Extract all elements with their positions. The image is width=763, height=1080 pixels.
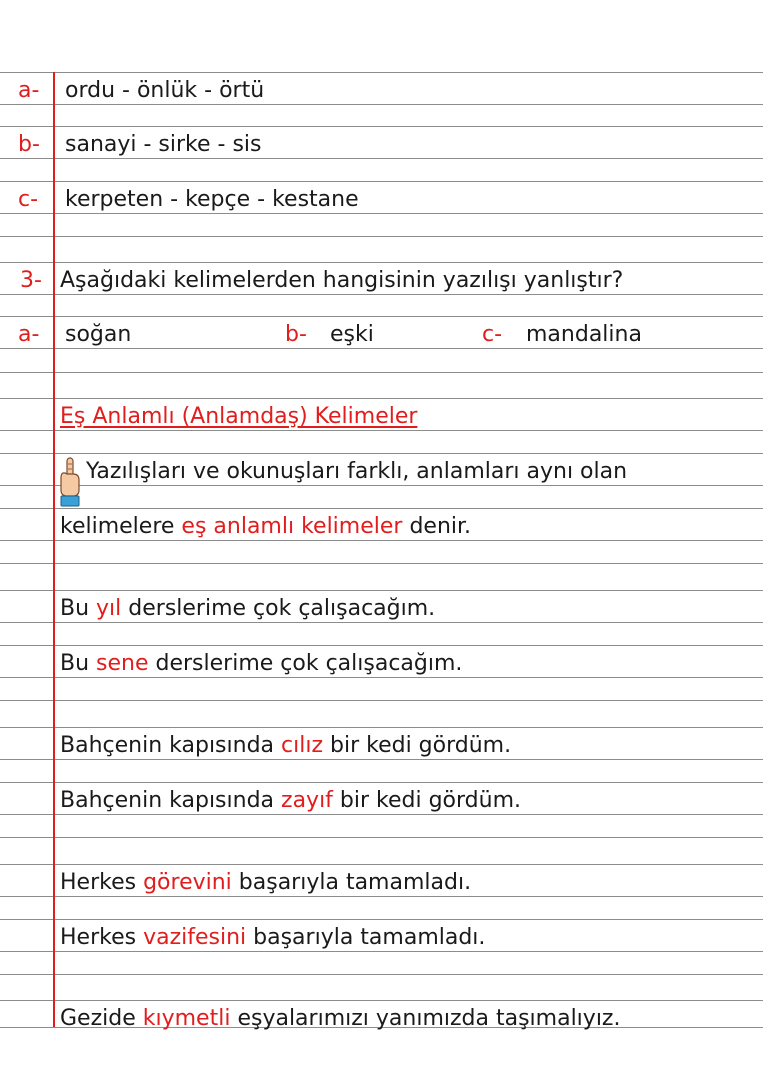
option-label: b- (18, 132, 40, 157)
definition-line-2 (60, 512, 471, 542)
sentence-text: derslerime çok çalışacağım. (148, 651, 463, 676)
sentence-text: başarıyla tamamladı. (231, 870, 472, 895)
rule-line (0, 563, 763, 564)
option-text: kerpeten - kepçe - kestane (65, 187, 359, 212)
highlight-word: vazifesini (143, 925, 247, 950)
question-text: Aşağıdaki kelimelerden hangisinin yazılışı yanlıştır? (60, 268, 624, 293)
option-text: eşki (330, 322, 374, 347)
rule-line (0, 837, 763, 838)
sentence-text: Herkes (60, 925, 144, 950)
sentence-text: Bu (60, 596, 97, 621)
sentence-text: Bu (60, 651, 97, 676)
rule-line (0, 181, 763, 182)
sentence-text: Bahçenin kapısında (60, 788, 282, 813)
rule-line (0, 727, 763, 728)
option-label: c- (18, 187, 39, 212)
rule-line (0, 700, 763, 701)
option-text: soğan (65, 322, 132, 347)
definition-text: kelimelere (60, 514, 182, 539)
highlight-word: cılız (281, 733, 323, 758)
highlight-word: sene (96, 651, 149, 676)
rule-line (0, 590, 763, 591)
rule-line (0, 126, 763, 127)
sentence-text: bir kedi gördüm. (332, 788, 522, 813)
section-title: Eş Anlamlı (Anlamdaş) Kelimeler (60, 404, 418, 429)
option-text: mandalina (526, 322, 642, 347)
rule-line (0, 508, 763, 509)
rule-line (0, 864, 763, 865)
rule-line (0, 974, 763, 975)
sentence-text: Gezide (60, 1006, 143, 1031)
rule-line (0, 316, 763, 317)
option-label: c- (482, 322, 503, 347)
highlight-word: zayıf (281, 788, 333, 813)
pointing-finger-icon (58, 456, 82, 508)
highlight-word: kıymetli (142, 1006, 231, 1031)
option-text: ordu - önlük - örtü (65, 78, 265, 103)
highlight-word: yıl (96, 596, 122, 621)
option-text: sanayi - sirke - sis (65, 132, 262, 157)
question-number: 3- (20, 268, 42, 293)
rule-line (0, 782, 763, 783)
sentence-text: eşyalarımızı yanımızda taşımalıyız. (230, 1006, 621, 1031)
definition-line-1: Yazılışları ve okunuşları farklı, anlamları aynı olan (86, 459, 628, 484)
rule-line (0, 1000, 763, 1001)
rule-line (0, 919, 763, 920)
sentence-text: Bahçenin kapısında (60, 733, 282, 758)
rule-line (0, 372, 763, 373)
sentence-text: Herkes (60, 870, 144, 895)
rule-line (0, 236, 763, 237)
margin-line (53, 72, 55, 1027)
sentence-text: derslerime çok çalışacağım. (121, 596, 436, 621)
rule-line (0, 262, 763, 263)
highlight-term: eş anlamlı kelimeler (181, 514, 403, 539)
rule-line (0, 398, 763, 399)
highlight-word: görevini (143, 870, 232, 895)
rule-line (0, 453, 763, 454)
sentence-text: bir kedi gördüm. (323, 733, 512, 758)
option-label: a- (18, 78, 40, 103)
sentence-text: başarıyla tamamladı. (246, 925, 486, 950)
option-label: a- (18, 322, 40, 347)
definition-text: denir. (402, 514, 472, 539)
option-label: b- (285, 322, 307, 347)
rule-line (0, 645, 763, 646)
rule-line (0, 72, 763, 73)
